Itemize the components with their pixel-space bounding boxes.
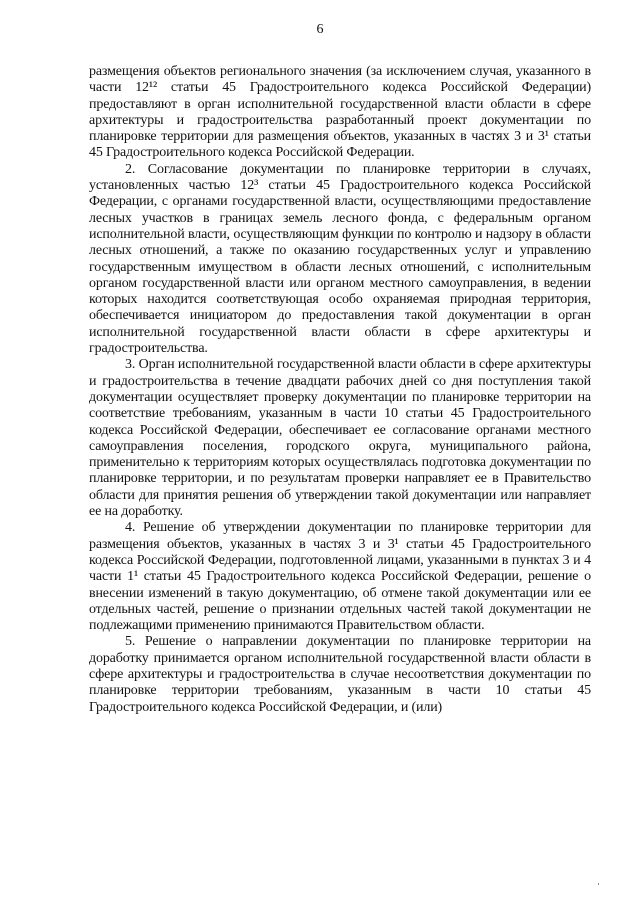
paragraph-continuation: размещения объектов регионального значения (за исключением случая, указанного в части 12¹² статьи 45 Градостроительного кодекса Российской Федерации) предоставляют в орган исполнительной государственной власти области в сфере архитектуры и градостроительства разработанный проект документации по планировке территории для размещения объектов, указанных в частях 3 и 3¹ статьи 45 Градостроительного кодекса Российской Федерации.	[89, 64, 591, 161]
document-body	[89, 64, 591, 716]
paragraph-3: 3. Орган исполнительной государственной власти области в сфере архитектуры и градостроительства в течение двадцати рабочих дней со дня поступления такой документации осуществляет проверку документации по планировке территории на соответствие требованиям, указанным в части 10 статьи 45 Градостроительного кодекса Российской Федерации, обеспечивает ее согласование органами местного самоуправления поселения, городского округа, муниципального района, применительно к территориям которых осуществлялась подготовка документации по планировке территории, и по результатам проверки направляет ее в Правительство области для принятия решения об утверждении такой документации или направляет ее на доработку.	[89, 357, 591, 520]
paragraph-2: 2. Согласование документации по планировке территории в случаях, установленных частью 12³ статьи 45 Градостроительного кодекса Российской Федерации, с органами государственной власти, осуществляющими предоставление лесных участков в границах земель лесного фонда, с федеральным органом исполнительной власти, осуществляющим функции по контролю и надзору в области лесных отношений, а также по оказанию государственных услуг и управлению государственным имуществом в области лесных отношений, с исполнительным органом государственной власти или органом местного самоуправления, в ведении которых находится соответствующая особо охраняемая природная территория, обеспечивается инициатором до предоставления такой документации в орган исполнительной государственной власти области в сфере архитектуры и градостроительства.	[89, 161, 591, 357]
paragraph-4: 4. Решение об утверждении документации по планировке территории для размещения объектов, указанных в частях 3 и 3¹ статьи 45 Градостроительного кодекса Российской Федерации, подготовленной лицами, указанными в пунктах 3 и 4 части 1¹ статьи 45 Градостроительного кодекса Российской Федерации, решение о внесении изменений в такую документацию, об отмене такой документации или ее отдельных частей, решение о признании отдельных частей такой документации не подлежащими применению принимаются Правительством области.	[89, 520, 591, 634]
paragraph-5: 5. Решение о направлении документации по планировке территории на доработку принимается органом исполнительной государственной власти области в сфере архитектуры и градостроительства в случае несоответствия документации по планировке территории требованиям, указанным в части 10 статьи 45 Градостроительного кодекса Российской Федерации, и (или)	[89, 634, 591, 715]
scan-artifact	[598, 883, 599, 885]
page-number: 6	[316, 22, 324, 37]
